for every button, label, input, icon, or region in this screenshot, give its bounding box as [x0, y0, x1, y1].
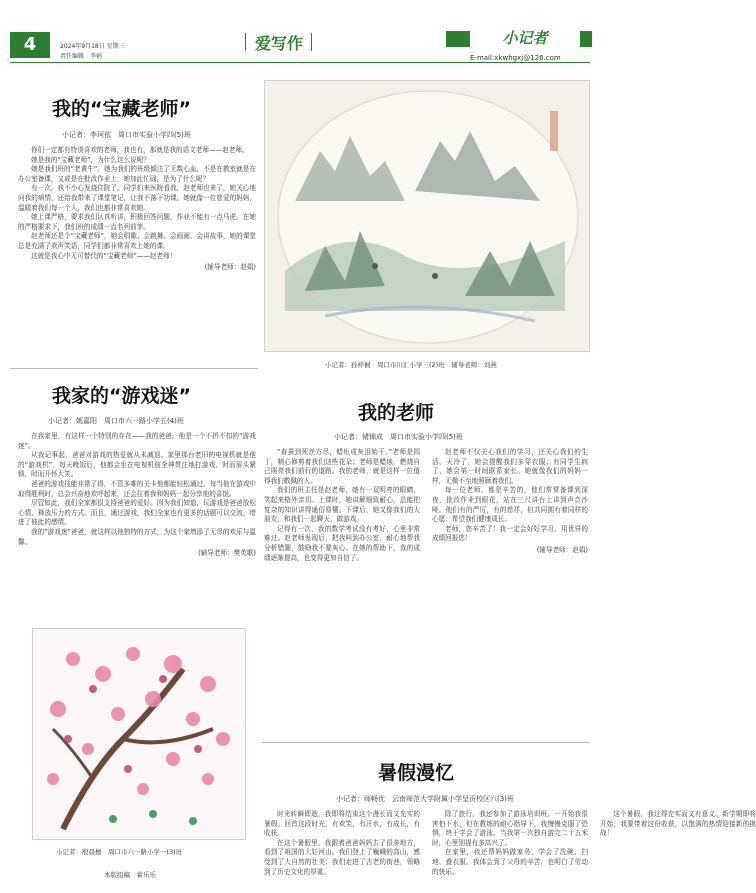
- paragraph: 她是我的“宝藏老师”，为什么这么说呢？: [31, 155, 150, 164]
- article4-byline: 小记者：师畅优 云南师范大学附属小学呈贡校区六(3)班: [336, 795, 514, 803]
- paragraph: 从我记事起，爸爸对游戏的热爱就从未减退。家里那台老旧的电视机就是他的“游戏机”，每天晚饭后，他都会坐在电视机前全神贯注地打游戏，时而眉头紧锁，时而开怀大笑。: [18, 451, 256, 479]
- paragraph: 记得有一次，我的数学考试没有考好，心里非常难过。赵老师发现后，把我叫到办公室，耐心地帮我分析错题，鼓励我不要灰心。在她的帮助下，我的成绩逐渐提高，也变得更加自信了。: [264, 524, 420, 562]
- article1-byline: 小记者：李珂依 周口市实验小学四(5)班: [62, 131, 191, 139]
- blossom-painting-art: [33, 629, 247, 841]
- landscape-painting-art: [265, 81, 591, 353]
- section-title: 爱写作: [255, 31, 303, 54]
- teacher-credit: (辅导老师：樊英歌): [198, 549, 256, 558]
- blossom-painting: [32, 628, 246, 840]
- paragraph: 时光转瞬即逝，我即将结束这个漫长而又充实的暑假。回首这段时光，有欢笑，有汗水，有成长，有收获。: [264, 810, 420, 838]
- paragraph: 我的“游戏迷”爸爸，就这样以他独特的方式，为这个家增添了无尽的欢乐与温馨。: [18, 527, 256, 546]
- page-header: [0, 0, 600, 66]
- footer-credit: 本版组稿 翟乐乐: [104, 871, 156, 879]
- paragraph: 老师，您辛苦了！我一定会好好学习，用优异的成绩回报您！: [432, 524, 588, 543]
- paragraph: 爸爸的游戏技能非常了得，不管多难的关卡他都能轻松通过。每当他在游戏中取得胜利时，总会兴奋地欢呼起来，还会拉着我和妈妈一起分享他的喜悦。: [18, 479, 256, 498]
- paragraph: 你们一定都有特别喜欢的老师，我也有，那就是我的语文老师——赵老师。: [31, 146, 249, 154]
- paragraph: 这个暑假，我过得充实而又有意义。新学期即将开始，我要带着这份收获，以饱满的热情迎接新的挑战！: [600, 810, 756, 838]
- figure2-caption: 小记者：殷晨檀 周口市六一路小学一(3)班: [56, 848, 183, 856]
- divider: [262, 742, 590, 743]
- teacher-credit: (辅导老师：赵娟): [536, 545, 588, 554]
- paragraph: 她是我们班的“老黄牛”。她为我们的班级倾注了无数心血，不是在教室就是在办公室备课，又或是在批改作业上，她加此忙碌，是为了什么呢？: [18, 165, 256, 183]
- article3-byline: 小记者：褚锦成 周口市实验小学四(5)班: [334, 433, 463, 441]
- article3-body: [264, 448, 588, 732]
- divider: [10, 368, 258, 369]
- figure1-caption: 小记者：孙梓桐 周口市川汇小学三(2)班 辅导老师：刘燕: [325, 361, 497, 369]
- article2-title: 我家的“游戏迷”: [52, 385, 191, 407]
- date-line: 2024年9月18日 星期三: [60, 43, 125, 50]
- brand-logo: 小记者: [470, 27, 580, 49]
- article3-title: 我的老师: [358, 402, 435, 424]
- paragraph: 除了旅行，我还参加了游泳培训班。一开始我很害怕下水，但在教练的耐心指导下，我慢慢克服了恐惧，终于学会了游泳。当我第一次独自游完二十五米时，心里别提有多高兴了。: [432, 810, 588, 847]
- paragraph: 在这个暑假里，我跟着爸爸妈妈去了很多地方，看到了祖国的大好河山。我们登上了巍峨的高山，感受到了大自然的壮美；我们走进了古老的街巷，领略到了历史文化的厚重。: [264, 838, 420, 876]
- paragraph: 有一次，我不小心发烧住院了。同学们来医院看我，赵老师也来了，她关心地问我的病情，还给我带来了课堂笔记，让我不落下功课。她就像一位慈爱的妈妈，温暖着我们每一个人，我们也都非常喜欢她。: [18, 184, 256, 212]
- paragraph: 赵老师还是个“宝藏老师”，她会唱歌、会跳舞、会画画、会讲故事，她的课堂总是充满了欢声笑语，同学们都非常喜欢上她的课。: [18, 232, 256, 250]
- article1-title: 我的“宝藏老师”: [52, 98, 191, 120]
- article4-title: 暑假漫忆: [378, 762, 455, 784]
- article4-body: [264, 810, 756, 888]
- page-number: 4: [10, 32, 50, 58]
- paragraph: “春蚕到死丝方尽，蜡炬成灰泪始干。”老师是园丁，精心修剪着我们这些花朵；老师是蜡烛，燃烧自己照亮我们前行的道路。我的老师，就是这样一位值得我们敬佩的人。: [264, 448, 420, 485]
- article2-byline: 小记者：姚嘉阳 周口市六一路小学五(4)班: [48, 417, 184, 425]
- paragraph: 赵老师不仅关心我们的学习，还关心我们的生活。天冷了，她会提醒我们多穿衣服；有同学生病了，她会第一时间联系家长。她就像我们的妈妈一样，无微不至地照顾着我们。: [432, 448, 588, 485]
- paragraph: 她上课严格，要求我们认真听讲，积极回答问题，作业不能有一点马虎。在她的严格要求下，我们班的成绩一直名列前茅。: [18, 213, 256, 231]
- paragraph: 这就是我心中无可替代的“宝藏老师”——赵老师！: [31, 251, 177, 260]
- header-rule: [10, 62, 590, 63]
- paragraph: 我们的班主任是赵老师，她有一双明亮的眼睛，笑起来格外亲切。上课时，她讲解细致耐心，总能把复杂的知识讲得通俗易懂。下课后，她又像我们的大朋友，和我们一起聊天、做游戏。: [264, 486, 420, 524]
- paragraph: 尽管如此，我们全家都很支持爸爸的爱好。因为我们知道，玩游戏是爸爸放松心情、释放压力的方式。而且，通过游戏，我们全家也有更多的话题可以交流，增进了彼此的感情。: [18, 499, 256, 527]
- paragraph: 每一位老师，都是辛苦的，他们常常备课到深夜，批改作业到眼花，站在三尺讲台上讲到声音沙哑。他们有的严厉，有的慈祥，但共同拥有着同样的心愿：希望我们健康成长。: [432, 486, 588, 524]
- editor-line: 责任编辑 李娟: [60, 53, 103, 60]
- teacher-credit: (辅导老师：赵娟): [204, 263, 256, 272]
- paragraph: 在我家里，有这样一个特别的存在——我的爸爸。他是一个不折不扣的“游戏迷”。: [18, 432, 256, 450]
- article2-body: [18, 432, 256, 624]
- landscape-painting: [264, 80, 590, 352]
- article1-body: [18, 146, 256, 358]
- email-line: E-mail:xkwhgxj@126.com: [470, 54, 561, 62]
- paragraph: 在家里，我还帮妈妈做家务，学会了洗碗、扫地、叠衣服。我体会到了父母的辛苦，也明白了劳动的快乐。: [432, 848, 588, 876]
